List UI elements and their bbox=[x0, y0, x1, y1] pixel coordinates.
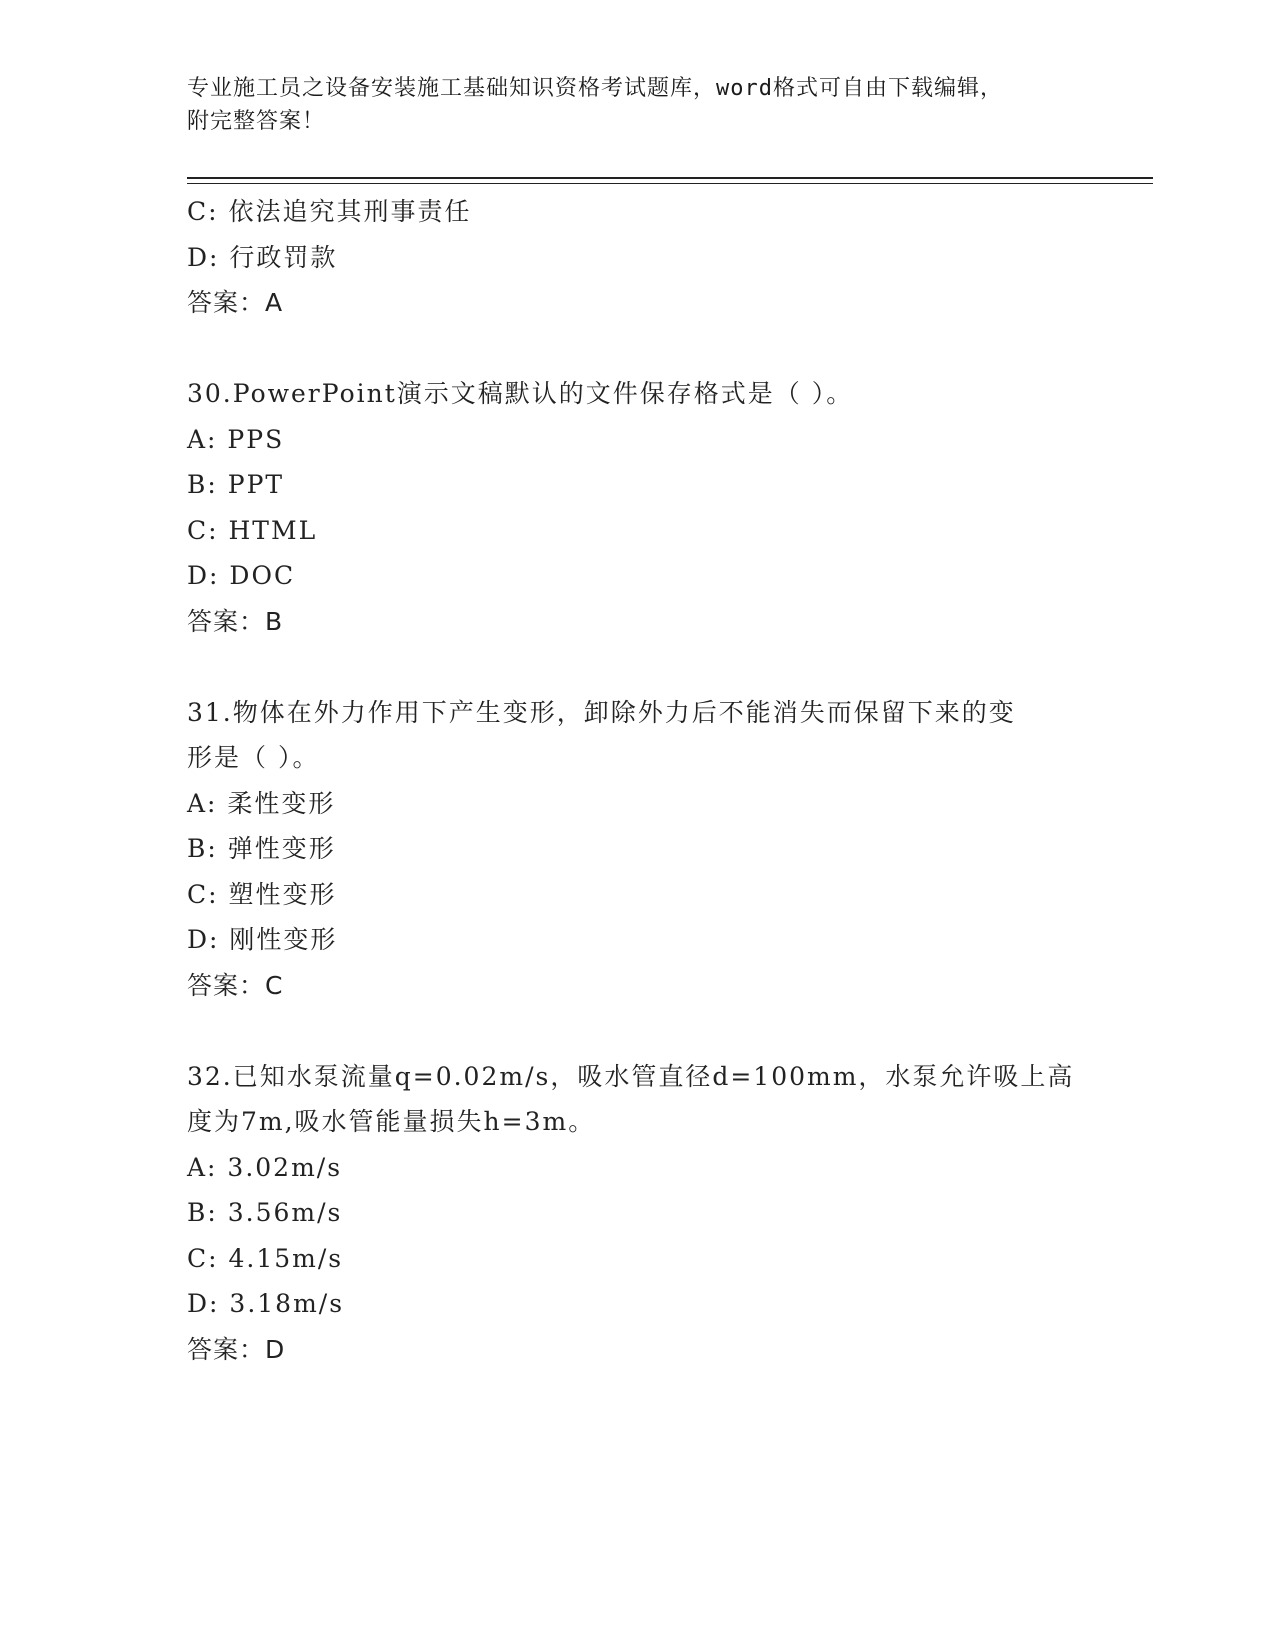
answer: 答案：A bbox=[187, 288, 284, 317]
document-body bbox=[187, 189, 1087, 1372]
spacer bbox=[187, 326, 1087, 372]
option-d: D: 行政罚款 bbox=[187, 242, 338, 272]
answer: 答案：B bbox=[187, 606, 284, 636]
option-a: A: PPS bbox=[187, 424, 285, 454]
question-32 bbox=[187, 1054, 1087, 1373]
header-line-1: 专业施工员之设备安装施工基础知识资格考试题库，word格式可自由下载编辑， bbox=[187, 76, 1003, 101]
option-b: B: 3.56m/s bbox=[187, 1198, 343, 1227]
option-d: D: DOC bbox=[187, 561, 296, 590]
spacer bbox=[187, 1008, 1087, 1054]
document-header bbox=[187, 72, 1087, 138]
header-line-2: 附完整答案！ bbox=[187, 109, 326, 134]
answer: 答案：D bbox=[187, 1334, 286, 1364]
option-b: B: 弹性变形 bbox=[187, 834, 336, 863]
answer: 答案：C bbox=[187, 970, 284, 1000]
question-text-line-1: 31.物体在外力作用下产生变形，卸除外力后不能消失而保留下来的变 bbox=[187, 697, 1016, 727]
option-d: D: 3.18m/s bbox=[187, 1289, 345, 1318]
option-c: C: 依法追究其刑事责任 bbox=[187, 197, 472, 226]
option-d: D: 刚性变形 bbox=[187, 925, 338, 954]
question-text-line-1: 32.已知水泵流量q=0.02m/s，吸水管直径d=100mm，水泵允许吸上高 bbox=[187, 1061, 1075, 1091]
question-31 bbox=[187, 690, 1087, 1009]
question-text-line-2: 形是（ ）。 bbox=[187, 743, 320, 772]
option-a: A: 3.02m/s bbox=[187, 1152, 343, 1182]
option-c: C: HTML bbox=[187, 515, 318, 545]
question-continued bbox=[187, 189, 1087, 326]
header-divider-thick bbox=[187, 177, 1153, 179]
question-text-line-2: 度为7m,吸水管能量损失h=3m。 bbox=[187, 1107, 596, 1136]
header-divider-thin bbox=[187, 183, 1153, 184]
spacer bbox=[187, 644, 1087, 690]
option-c: C: 4.15m/s bbox=[187, 1243, 344, 1273]
option-b: B: PPT bbox=[187, 470, 285, 499]
question-text: 30.PowerPoint演示文稿默认的文件保存格式是（ ）。 bbox=[187, 379, 854, 408]
question-30 bbox=[187, 371, 1087, 644]
option-a: A: 柔性变形 bbox=[187, 788, 336, 818]
option-c: C: 塑性变形 bbox=[187, 879, 337, 909]
